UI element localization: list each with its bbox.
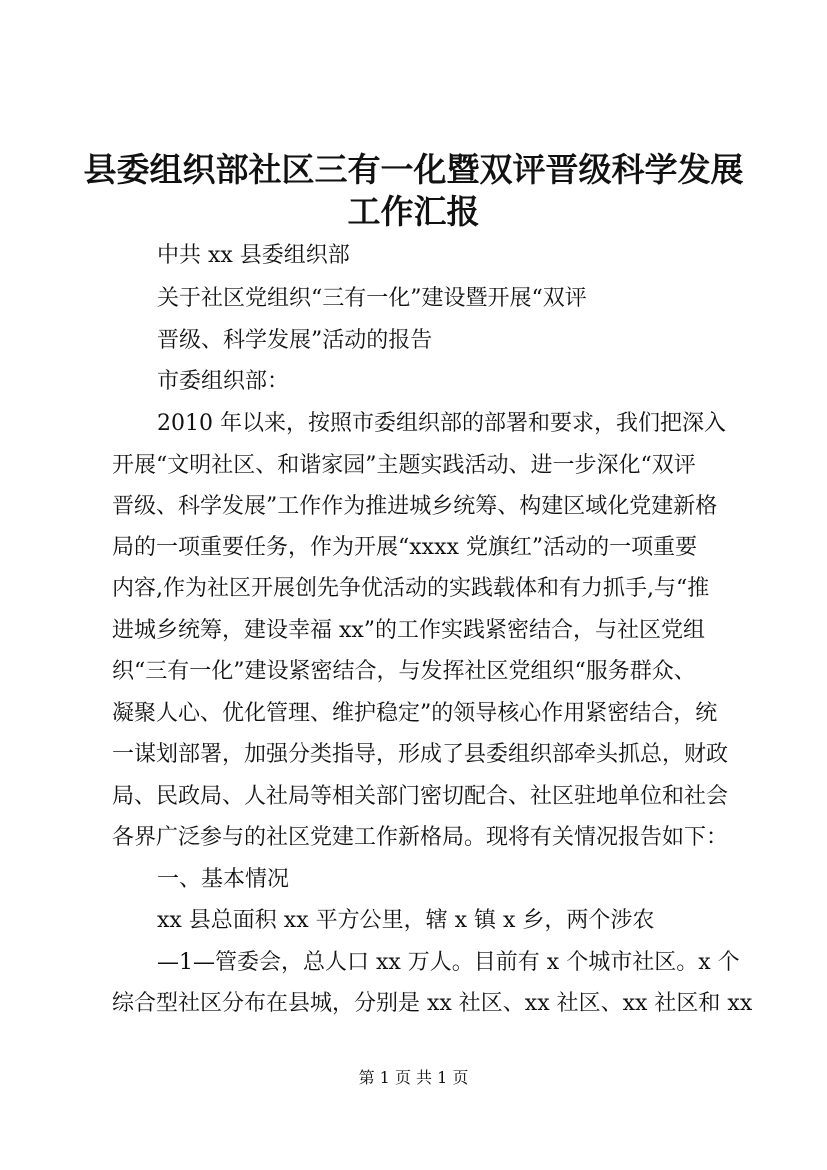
body-line: 晋级、科学发展”活动的报告 [157, 328, 433, 353]
document-title-line-1: 县委组织部社区三有一化暨双评晋级科学发展 [83, 150, 744, 189]
page-footer: 第 1 页 共 1 页 [358, 1068, 469, 1087]
body-line: 关于社区党组织“三有一化”建设暨开展“双评 [157, 286, 587, 311]
body-line: —1—管委会，总人口 xx 万人。目前有 x 个城市社区。x 个 [157, 950, 740, 975]
body-line: 综合型社区分布在县城，分别是 xx 社区、xx 社区、xx 社区和 xx [112, 991, 753, 1016]
document-title-line-2: 工作汇报 [347, 192, 480, 231]
body-line: 局、民政局、人社局等相关部门密切配合、社区驻地单位和社会 [112, 784, 729, 809]
body-line: xx 县总面积 xx 平方公里，辖 x 镇 x 乡，两个涉农 [157, 908, 655, 933]
body-line: 进城乡统筹，建设幸福 xx”的工作实践紧密结合，与社区党组 [112, 618, 706, 643]
body-line: 一谋划部署，加强分类指导，形成了县委组织部牵头抓总，财政 [112, 742, 729, 767]
body-line: 织“三有一化”建设紧密结合，与发挥社区党组织“服务群众、 [112, 659, 696, 684]
body-line: 凝聚人心、优化管理、维护稳定”的领导核心作用紧密结合，统 [112, 701, 718, 726]
body-line: 市委组织部： [157, 369, 290, 394]
body-line: 开展“文明社区、和谐家园”主题实践活动、进一步深化“双评 [112, 453, 696, 478]
body-line: 局的一项重要任务，作为开展“xxxx 党旗红”活动的一项重要 [112, 535, 698, 560]
body-line: 各界广泛参与的社区党建工作新格局。现将有关情况报告如下： [112, 825, 729, 850]
section-heading: 一、基本情况 [157, 867, 290, 892]
body-line: 中共 xx 县委组织部 [157, 243, 350, 268]
body-line: 晋级、科学发展”工作作为推进城乡统筹、构建区域化党建新格 [112, 494, 718, 519]
body-line: 内容,作为社区开展创先争优活动的实践载体和有力抓手,与“推 [112, 576, 710, 601]
body-line: 2010 年以来，按照市委组织部的部署和要求，我们把深入 [157, 411, 726, 436]
